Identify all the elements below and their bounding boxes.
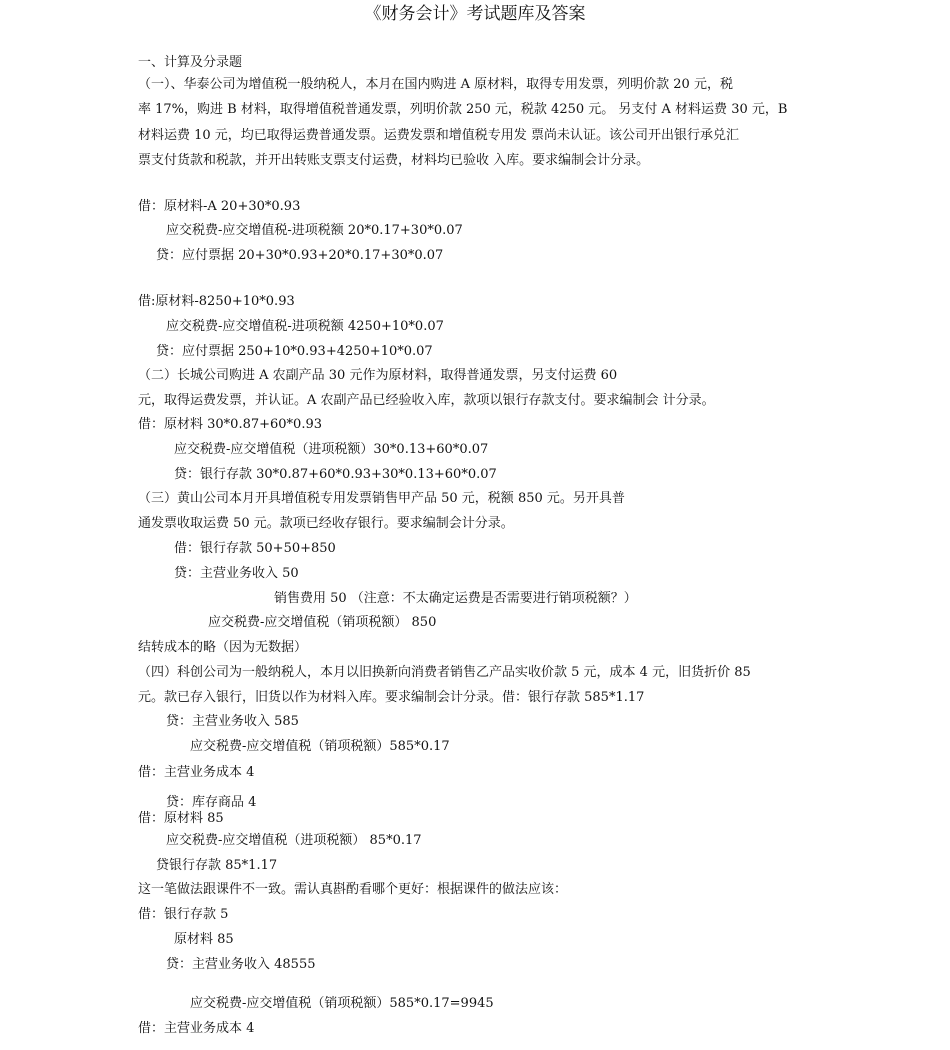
question-3-text: （三）黄山公司本月开具增值税专用发票销售甲产品 50 元，税额 850 元。另开具普 — [138, 491, 625, 506]
journal-entry-line: 应交税费-应交增值税（进项税额） 85*0.17 — [166, 833, 422, 848]
question-2-text: 元，取得运费发票，并认证。A 农副产品已经验收入库，款项以银行存款支付。要求编制会 计分录。 — [138, 393, 715, 408]
journal-entry-line: 贷：银行存款 30*0.87+60*0.93+30*0.13+60*0.07 — [174, 467, 497, 482]
journal-entry-line: 借：主营业务成本 4 — [138, 1021, 255, 1036]
journal-entry-line: 借:原材料-8250+10*0.93 — [138, 294, 295, 309]
journal-entry-line: 贷：主营业务收入 48555 — [166, 957, 316, 972]
journal-entry-line: 应交税费-应交增值税-进项税额 20*0.17+30*0.07 — [166, 223, 463, 238]
question-4-text: （四）科创公司为一般纳税人，本月以旧换新向消费者销售乙产品实收价款 5 元，成本 4 元，旧货折价 85 — [138, 665, 751, 680]
journal-entry-line: 贷：主营业务收入 585 — [166, 714, 299, 729]
journal-entry-line: 借：银行存款 50+50+850 — [174, 541, 336, 556]
question-1-text: 票支付货款和税款，并开出转账支票支付运费，材料均已验收 入库。要求编制会计分录。 — [138, 153, 650, 168]
question-3-text: 通发票收取运费 50 元。款项已经收存银行。要求编制会计分录。 — [138, 516, 514, 531]
question-1-text: 率 17%，购进 B 材料，取得增值税普通发票，列明价款 250 元，税款 4250 元。 另支付 A 材料运费 30 元，B — [138, 102, 788, 117]
journal-entry-line: 贷：应付票据 250+10*0.93+4250+10*0.07 — [156, 344, 433, 359]
journal-entry-line: 应交税费-应交增值税（销项税额）585*0.17=9945 — [190, 996, 494, 1011]
question-2-text: （二）长城公司购进 A 农副产品 30 元作为原材料，取得普通发票，另支付运费 60 — [138, 368, 618, 383]
document-title: 《财务会计》考试题库及答案 — [364, 4, 586, 24]
question-1-text: （一）、华泰公司为增值税一般纳税人，本月在国内购进 A 原材料，取得专用发票，列明价款 20 元，税 — [138, 77, 733, 92]
journal-entry-line: 借：原材料-A 20+30*0.93 — [138, 199, 301, 214]
journal-entry-line: 借：银行存款 5 — [138, 907, 229, 922]
journal-entry-line: 贷银行存款 85*1.17 — [156, 858, 278, 873]
journal-entry-line: 应交税费-应交增值税（进项税额）30*0.13+60*0.07 — [174, 442, 489, 457]
journal-entry-line: 应交税费-应交增值税（销项税额） 850 — [208, 615, 437, 630]
journal-entry-line: 贷：库存商品 4 — [166, 795, 257, 810]
note-text: 这一笔做法跟课件不一致。需认真斟酌看哪个更好：根据课件的做法应该： — [138, 882, 568, 897]
journal-entry-line: 原材料 85 — [174, 932, 234, 947]
question-4-text: 元。款已存入银行，旧货以作为材料入库。要求编制会计分录。借：银行存款 585*1.17 — [138, 690, 645, 705]
question-1-text: 材料运费 10 元，均已取得运费普通发票。运费发票和增值税专用发 票尚未认证。该公司开出银行承兑汇 — [138, 128, 739, 143]
journal-entry-line: 贷：主营业务收入 50 — [174, 566, 299, 581]
journal-entry-line: 应交税费-应交增值税（销项税额）585*0.17 — [190, 739, 450, 754]
section-heading: 一、计算及分录题 — [138, 55, 243, 70]
journal-entry-line: 贷：应付票据 20+30*0.93+20*0.17+30*0.07 — [156, 248, 444, 263]
journal-entry-line: 借：原材料 30*0.87+60*0.93 — [138, 417, 322, 432]
journal-entry-line: 借：原材料 85 — [138, 811, 224, 826]
journal-entry-line: 销售费用 50 （注意：不太确定运费是否需要进行销项税额？） — [274, 591, 637, 606]
journal-entry-line: 应交税费-应交增值税-进项税额 4250+10*0.07 — [166, 319, 444, 334]
note-text: 结转成本的略（因为无数据） — [138, 640, 308, 655]
journal-entry-line: 借：主营业务成本 4 — [138, 765, 255, 780]
